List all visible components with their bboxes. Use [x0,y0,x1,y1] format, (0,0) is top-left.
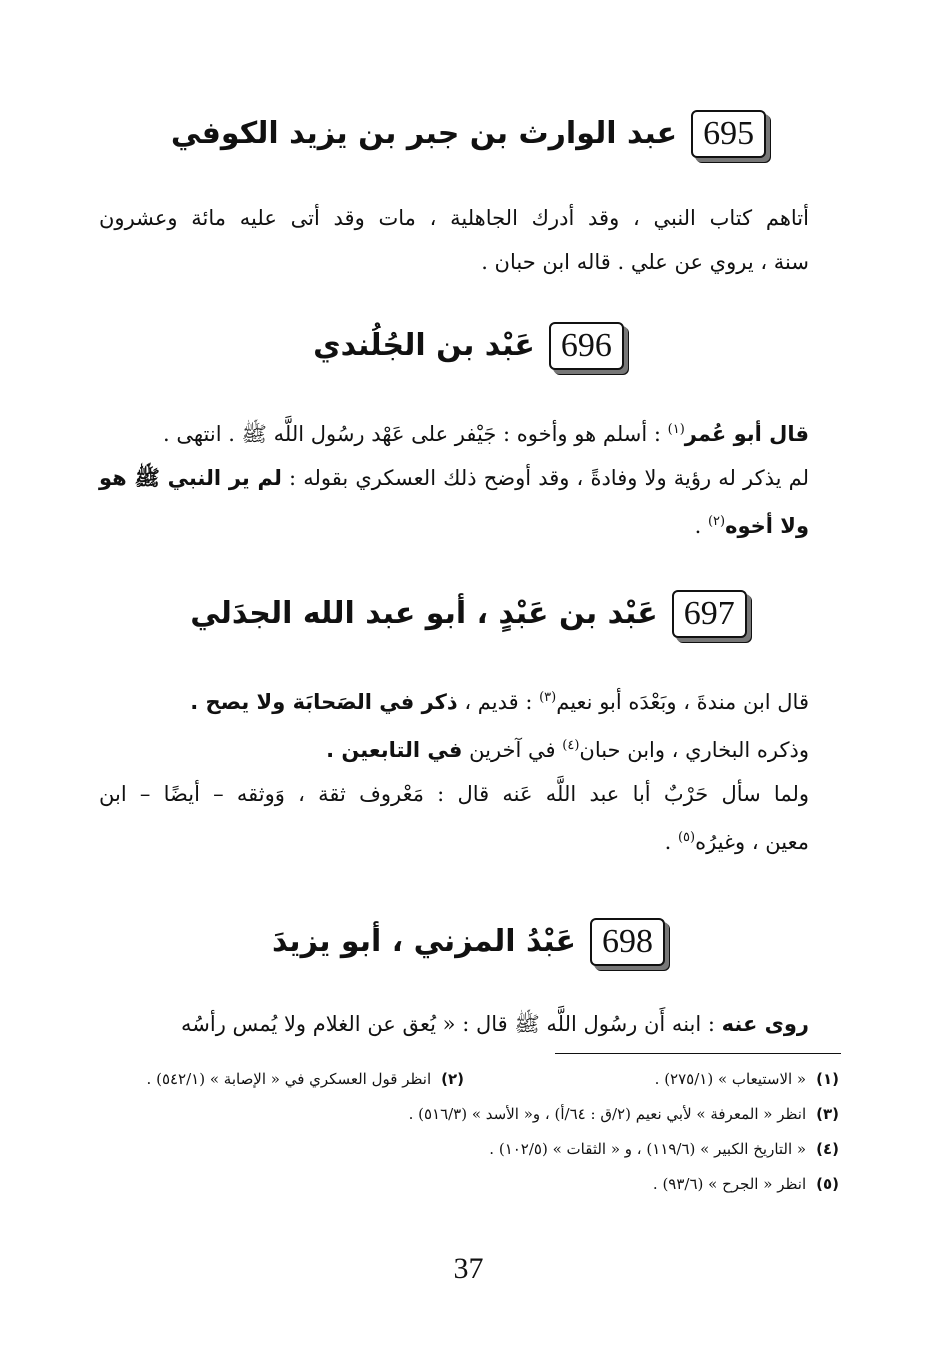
bold-phrase: قال أبو عُمر [684,422,809,446]
footnote-number: (٣) [816,1105,839,1123]
entry-number-box: 695 [691,110,766,158]
text-line [99,816,809,864]
text-line: سنة ، يروي عن علي . قاله ابن حبان . [481,250,809,274]
footnote-number: (٤) [816,1140,839,1158]
footnote-number: (٥) [816,1175,839,1193]
text-line [99,456,809,548]
bold-phrase: روى عنه [721,1012,809,1036]
footnote-text: « التاريخ الكبير » (١١٩/٦) ، و « الثقات » (١٠٢/٥) . [489,1140,807,1158]
text-line: ولما سأل حَرْبٌ أبا عبد اللَّه عَنه قال : مَعْروف ثقة ، وَوثقه – أيضًا – ابن [99,782,809,806]
footnote-ref: (٥) [677,830,696,845]
text-line [99,1002,809,1046]
entry-text-695 [99,196,809,284]
entry-text-696 [99,408,809,548]
footnote-ref: (١) [667,422,685,437]
text-span: معين ، وغيرُه [695,830,809,854]
footnote-2 [147,1062,464,1097]
entry-text-698 [99,1002,809,1046]
entry-title: عَبْد بن الجُلُندي [313,328,535,363]
footnote-4 [99,1132,839,1167]
footnote-number: (١) [816,1070,839,1088]
footnote-1 [464,1062,839,1097]
bold-phrase: ذكر في الصَحابَة ولا يصح . [190,690,458,714]
bold-phrase: لم ير النبي ﷺ هو ولا أخوه [99,466,809,538]
text-line [99,676,809,724]
entry-number-box: 698 [590,918,665,966]
entry-number-box: 697 [672,590,747,638]
entry-text-697 [99,676,809,864]
text-span: : ابنه أَن رسُول اللَّه ﷺ قال : « يُعق عن الغلام ولا يُمس رأسُه [181,1012,722,1036]
footnotes [99,1062,839,1202]
text-span: قال ابن مندةَ ، وبَعْدَه أبو نعيم [556,690,809,714]
entry-heading-697 [0,590,937,638]
bold-phrase: في التابعين . [326,738,463,762]
text-span: . [664,830,678,854]
entry-title: عَبْدُ المزني ، أبو يزيدَ [271,924,577,959]
text-span: وذكره البخاري ، وابن حبان [579,738,809,762]
footnote-divider [555,1053,841,1054]
entry-title: عَبْد بن عَبْدٍ ، أبو عبد الله الجدَلي [190,596,658,631]
footnote-3 [99,1097,839,1132]
page-number: 37 [453,1252,484,1285]
entry-heading-696 [0,322,937,370]
text-line: أتاهم كتاب النبي ، وقد أدرك الجاهلية ، مات وقد أتى عليه مائة وعشرون [99,206,809,230]
text-span: . [694,514,708,538]
footnote-row [99,1062,839,1097]
footnote-text: انظر « الجرح » (٩٣/٦) . [652,1175,807,1193]
footnote-text: « الاستيعاب » (٢٧٥/١) . [654,1070,807,1088]
footnote-text: انظر قول العسكري في « الإصابة » (٥٤٢/١) . [146,1070,432,1088]
entry-heading-695 [0,110,937,158]
footnote-text: انظر « المعرفة » لأبي نعيم (٢/ق : ٦٤/أ) ، و« الأسد » (٥١٦/٣) . [408,1105,807,1123]
footnote-ref: (٣) [539,690,557,705]
text-span: : أسلم هو وأخوه : جَيْفر على عَهْد رسُول اللَّه ﷺ . انتهى . [162,422,668,446]
text-span: في آخرين [462,738,563,762]
entry-number-box: 696 [549,322,624,370]
footnote-ref: (٢) [707,514,726,529]
text-line [99,408,809,456]
footnote-5 [99,1167,839,1202]
footnote-ref: (٤) [562,738,580,753]
entry-title: عبد الوارث بن جبر بن يزيد الكوفي [170,116,678,151]
text-span: : قديم ، [457,690,540,714]
text-line [99,724,809,772]
text-span: لم يذكر له رؤية ولا وفادةً ، وقد أوضح ذلك العسكري بقوله : [281,466,809,490]
footnote-number: (٢) [441,1070,464,1088]
entry-heading-698 [0,918,937,966]
